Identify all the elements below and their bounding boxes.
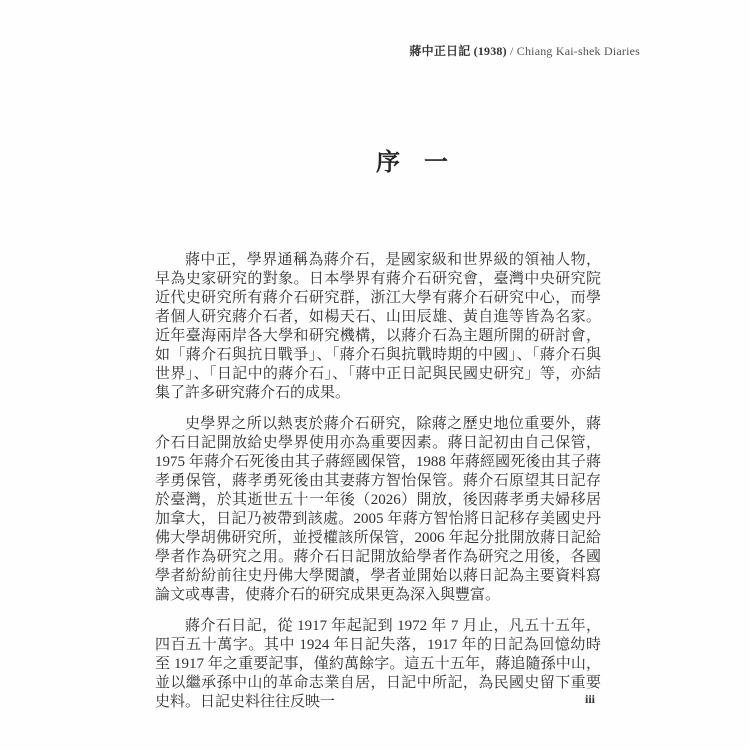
page-number: iii: [584, 692, 595, 706]
paragraph: 史學界之所以熱衷於蔣介石研究，除蔣之歷史地位重要外，蔣介石日記開放給史學界使用亦為重要因素。蔣日記初由自己保管，1975 年蔣介石死後由其子蔣經國保管，1988 年蔣經國死後由其子蔣孝勇保管，蔣孝勇死後由其妻蔣方智怡保管。蔣介石原望其日記存於臺灣，於其逝世五十一年後（2026）開放，後因蔣孝勇夫婦移居加拿大，日記乃被帶到該處。2005 年蔣方智怡將日記移存美國史丹佛大學胡佛研究所，並授權該所保管，2006 年起分批開放蔣日記給學者作為研究之用。蔣介石日記開放給學者作為研究之用後，各國學者紛紛前往史丹佛大學閱讀，學者並開始以蔣日記為主要資料寫論文或專書，使蔣介石的研究成果更為深入與豐富。: [155, 416, 601, 603]
paragraph: 蔣中正，學界通稱為蔣介石，是國家級和世界級的領袖人物，早為史家研究的對象。日本學界有蔣介石研究會，臺灣中央研究院近代史研究所有蔣介石研究群，浙江大學有蔣介石研究中心，而學者個人研究蔣介石者，如楊天石、山田辰雄、黃自進等皆為名家。近年臺海兩岸各大學和研究機構，以蔣介石為主題所開的研討會，如「蔣介石與抗日戰爭」、「蔣介石與抗戰時期的中國」、「蔣介石與世界」、「日記中的蔣介石」、「蔣中正日記與民國史研究」等，亦結集了許多研究蔣介石的成果。: [155, 252, 601, 401]
page-title: 序 一: [376, 150, 448, 176]
running-head: [409, 42, 640, 59]
body-text: [155, 251, 601, 724]
running-head-title-zh: 蔣中正日記 (1938): [409, 44, 507, 58]
paragraph: 蔣介石日記，從 1917 年起記到 1972 年 7 月止，凡五十五年，四百五十萬字。其中 1924 年日記失落，1917 年的日記為回憶幼時至 1917 年之重要記事，僅約萬餘字。這五十五年，蔣追隨孫中山，並以繼承孫中山的革命志業自居，日記中所記，為民國史留下重要史料。日記史料往往反映一: [155, 618, 601, 710]
running-head-title-en: / Chiang Kai-shek Diaries: [510, 44, 640, 58]
